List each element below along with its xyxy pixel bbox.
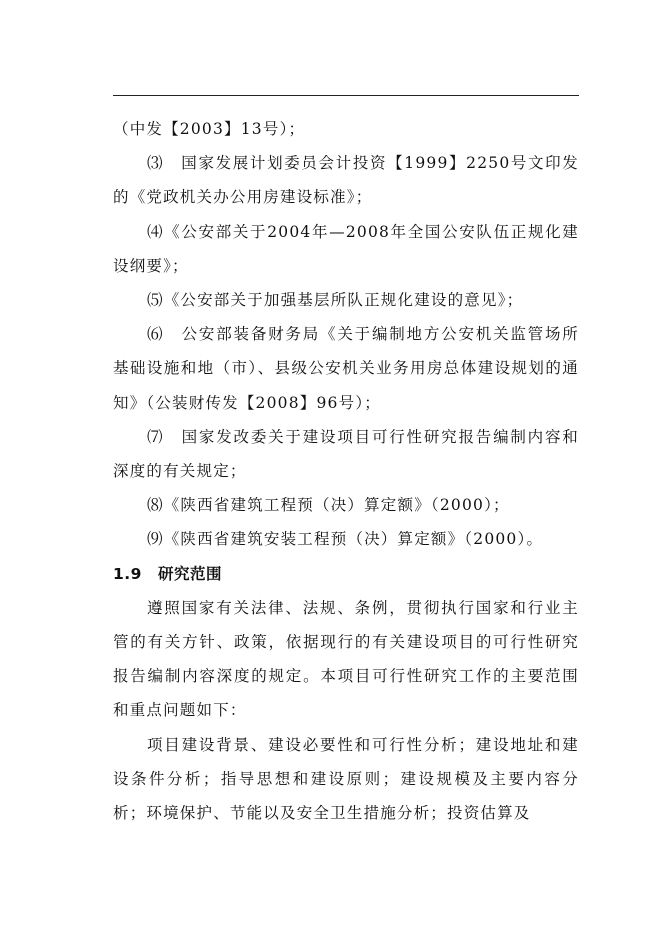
section-title: 研究范围 [157,564,222,583]
reference-item-7: ⑺ 国家发改委关于建设项目可行性研究报告编制内容和深度的有关规定； [113,427,579,481]
section-number: 1.9 [113,564,142,583]
body-paragraph-1: 遵照国家有关法律、法规、条例，贯彻执行国家和行业主管的有关方针、政策，依据现行的有关建设项目的可行性研究报告编制内容深度的规定。本项目可行性研究工作的主要范围和重点问题如下： [113,598,579,720]
reference-item-5: ⑸《公安部关于加强基层所队正规化建设的意见》； [147,291,524,310]
reference-item-6: ⑹ 公安部装备财务局《关于编制地方公安机关监管场所基础设施和地（市）、县级公安机关业务用房总体建设规划的通知》（公装财传发【2008】96号）； [113,325,579,412]
reference-item-2-continuation: （中发【2003】13号）； [113,120,306,138]
body-paragraph-2: 项目建设背景、建设必要性和可行性分析；建设地址和建设条件分析；指导思想和建设原则；建设规模及主要内容分析；环境保护、节能以及安全卫生措施分析；投资估算及 [113,735,579,823]
section-heading [113,557,579,591]
reference-item-8: ⑻《陕西省建筑工程预（决）算定额》（2000）； [147,496,510,515]
reference-item-9: ⑼《陕西省建筑安装工程预（决）算定额》（2000）。 [147,530,544,549]
header-rule [113,95,579,96]
reference-item-3: ⑶ 国家发展计划委员会计投资【1999】2250号文印发的《党政机关办公用房建设标准》； [113,154,579,207]
reference-item-4: ⑷《公安部关于2004年—2008年全国公安队伍正规化建设纲要》； [113,222,579,275]
page-content [113,112,579,830]
